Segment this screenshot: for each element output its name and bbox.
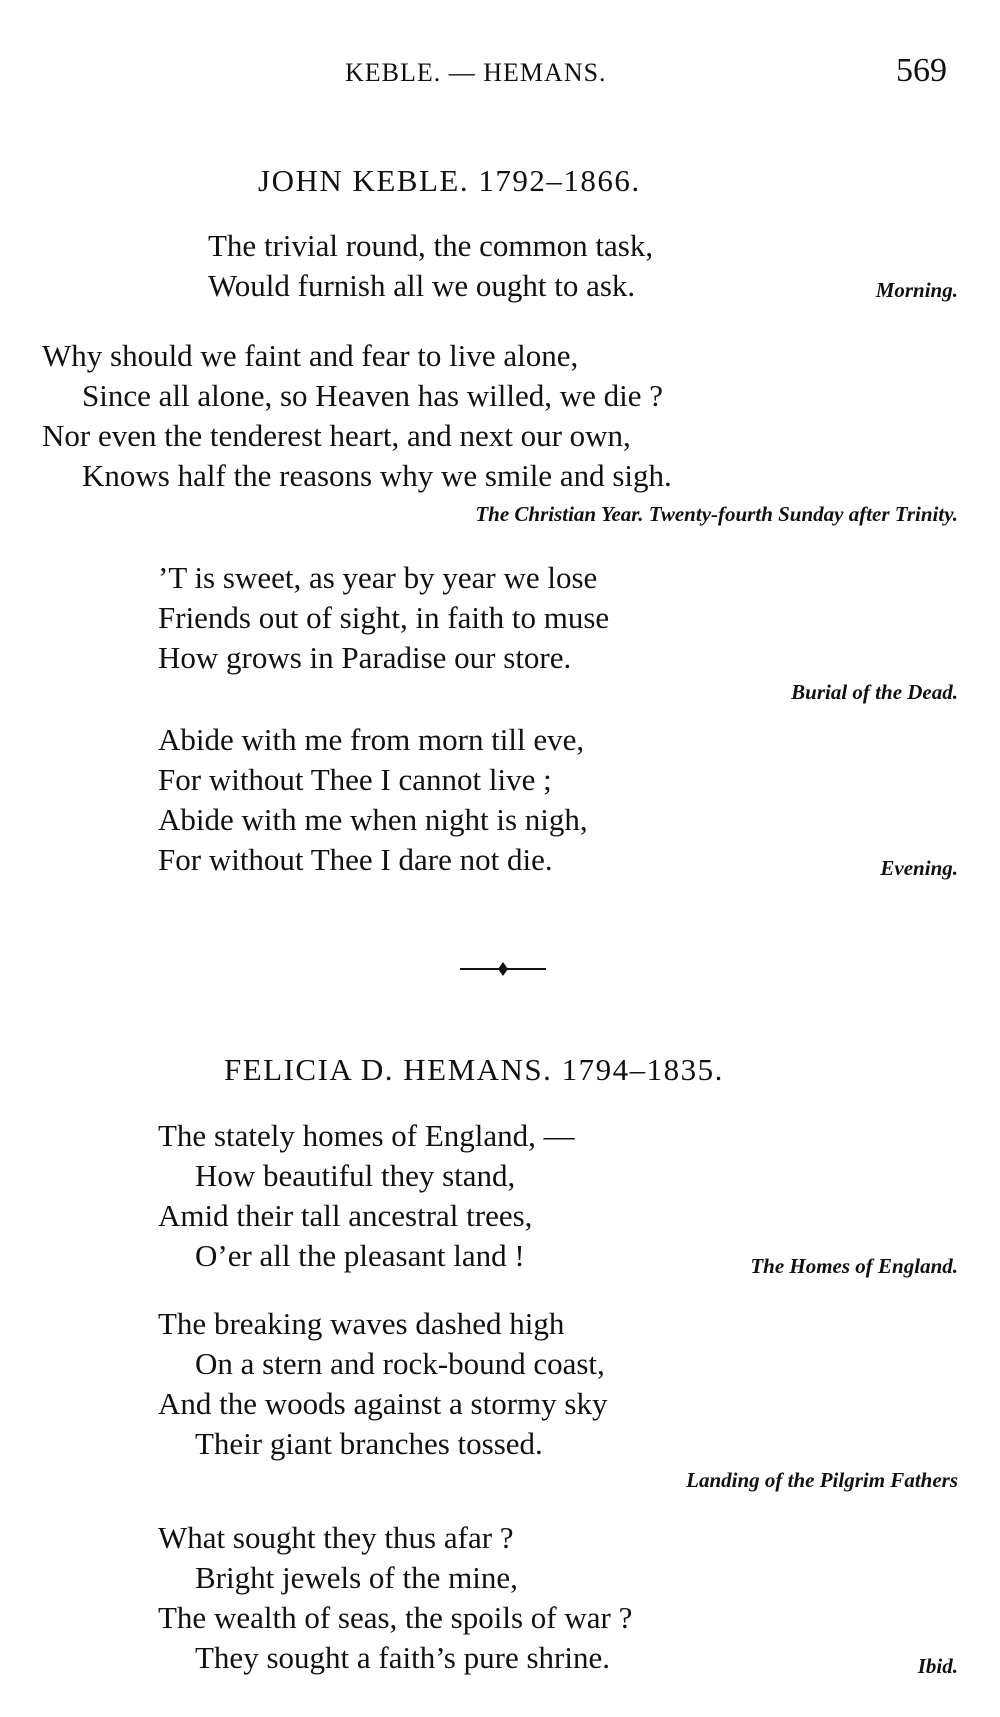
- verse-line: For without Thee I cannot live ;: [158, 762, 552, 797]
- verse-line: Amid their tall ancestral trees,: [158, 1198, 533, 1233]
- quote-source: The Christian Year. Twenty-fourth Sunday after Trinity.: [475, 502, 958, 526]
- quote-source: Ibid.: [917, 1654, 958, 1678]
- verse-line: The trivial round, the common task,: [208, 228, 654, 263]
- verse-line: Would furnish all we ought to ask.: [208, 268, 636, 303]
- quote-source: Landing of the Pilgrim Fathers: [686, 1468, 958, 1492]
- verse-line: ’T is sweet, as year by year we lose: [158, 560, 598, 595]
- running-head: [0, 52, 1000, 92]
- verse-line: Abide with me from morn till eve,: [158, 722, 585, 757]
- quote-source: The Homes of England.: [750, 1254, 958, 1278]
- verse-line: O’er all the pleasant land !: [195, 1238, 525, 1273]
- verse-line: The breaking waves dashed high: [158, 1306, 565, 1341]
- verse-line: How grows in Paradise our store.: [158, 640, 572, 675]
- verse-line: The wealth of seas, the spoils of war ?: [158, 1600, 633, 1635]
- verse-line: Knows half the reasons why we smile and sigh.: [82, 458, 672, 493]
- section-heading-keble: JOHN KEBLE. 1792–1866.: [258, 163, 641, 198]
- verse-line: They sought a faith’s pure shrine.: [195, 1640, 610, 1675]
- section-heading-hemans: FELICIA D. HEMANS. 1794–1835.: [224, 1052, 724, 1087]
- verse-line: Bright jewels of the mine,: [195, 1560, 518, 1595]
- quote-source: Burial of the Dead.: [791, 680, 958, 704]
- verse-line: Abide with me when night is nigh,: [158, 802, 588, 837]
- verse-line: And the woods against a stormy sky: [158, 1386, 608, 1421]
- running-title: KEBLE. — HEMANS.: [345, 58, 607, 87]
- verse-line: On a stern and rock-bound coast,: [195, 1346, 605, 1381]
- verse-line: How beautiful they stand,: [195, 1158, 516, 1193]
- verse-line: Their giant branches tossed.: [195, 1426, 543, 1461]
- verse-line: The stately homes of England, —: [158, 1118, 575, 1153]
- verse-line: Nor even the tenderest heart, and next our own,: [42, 418, 631, 453]
- quote-source: Evening.: [880, 856, 958, 880]
- verse-line: What sought they thus afar ?: [158, 1520, 514, 1555]
- verse-line: Why should we faint and fear to live alone,: [42, 338, 579, 373]
- verse-line: Friends out of sight, in faith to muse: [158, 600, 610, 635]
- quote-source: Morning.: [875, 278, 958, 302]
- verse-line: Since all alone, so Heaven has willed, we die ?: [82, 378, 664, 413]
- section-divider-ornament: [458, 960, 548, 978]
- verse-line: For without Thee I dare not die.: [158, 842, 553, 877]
- page-number: 569: [896, 52, 947, 89]
